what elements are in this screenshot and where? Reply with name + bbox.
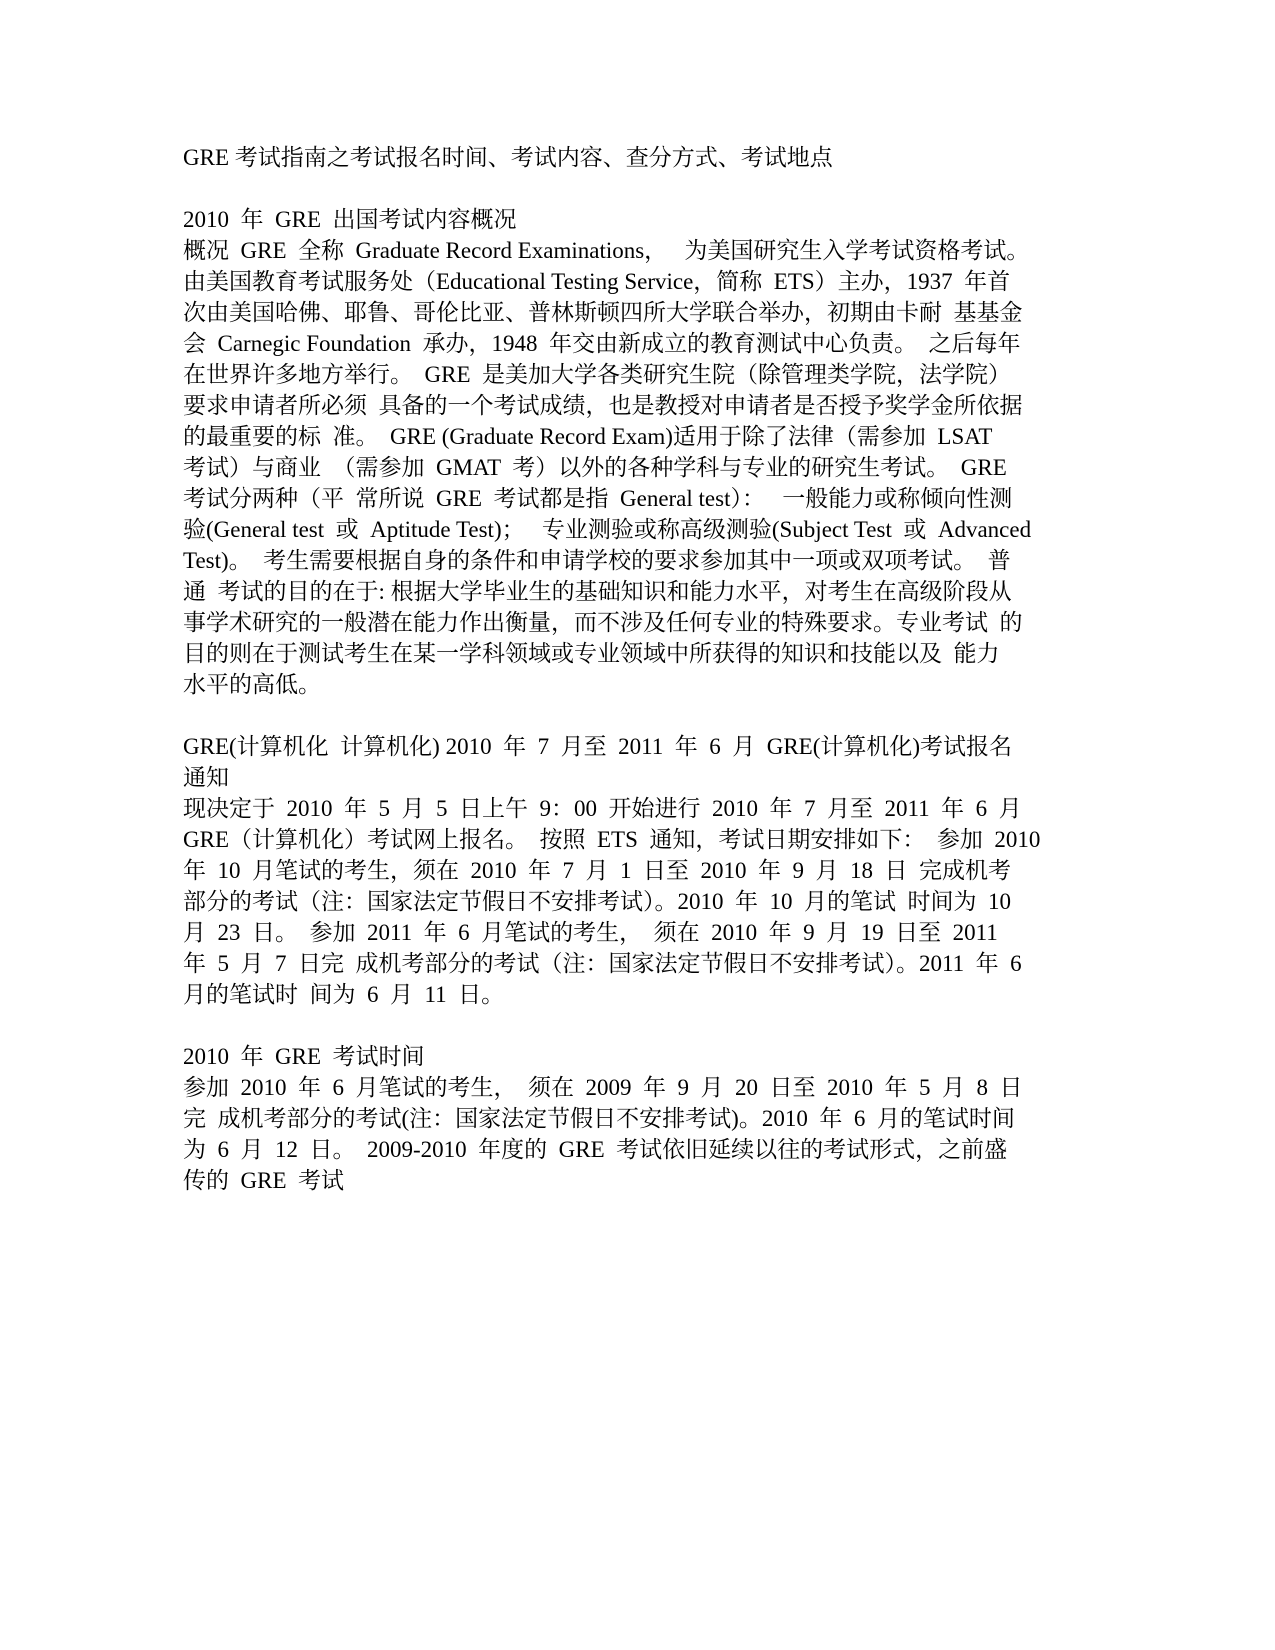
paragraph-line: 部分的考试（注：国家法定节假日不安排考试）。2010 年 10 月的笔试 时间为 10: [183, 889, 1011, 914]
paragraph-line: 月 23 日。 参加 2011 年 6 月笔试的考生， 须在 2010 年 9 月 19 日至 2011: [183, 920, 998, 945]
document-title: GRE 考试指南之考试报名时间、考试内容、查分方式、考试地点: [183, 145, 833, 170]
section-heading: 2010 年 GRE 出国考试内容概况: [183, 207, 517, 232]
paragraph-line: 完 成机考部分的考试(注：国家法定节假日不安排考试)。2010 年 6 月的笔试时间: [183, 1106, 1015, 1131]
paragraph-line: 年 10 月笔试的考生，须在 2010 年 7 月 1 日至 2010 年 9 月 18 日 完成机考: [183, 858, 1011, 883]
paragraph-line: 现决定于 2010 年 5 月 5 日上午 9：00 开始进行 2010 年 7 月至 2011 年 6 月: [183, 796, 1022, 821]
paragraph-line: Test)。 考生需要根据自身的条件和申请学校的要求参加其中一项或双项考试。 普: [183, 548, 1011, 573]
paragraph-line: 次由美国哈佛、耶鲁、哥伦比亚、普林斯顿四所大学联合举办，初期由卡耐 基基金: [183, 300, 1023, 325]
paragraph-line: 考试分两种（平 常所说 GRE 考试都是指 General test）： 一般能力或称倾向性测: [183, 486, 1013, 511]
paragraph-line: 目的则在于测试考生在某一学科领域或专业领域中所获得的知识和技能以及 能力: [183, 641, 1000, 666]
paragraph-line: 通 考试的目的在于: 根据大学毕业生的基础知识和能力水平，对考生在高级阶段从: [183, 579, 1012, 604]
paragraph-line: 水平的高低。: [183, 672, 321, 697]
paragraph-line: 考试）与商业 （需参加 GMAT 考）以外的各种学科与专业的研究生考试。 GRE: [183, 455, 1007, 480]
paragraph-line: 要求申请者所必须 具备的一个考试成绩，也是教授对申请者是否授予奖学金所依据: [183, 393, 1023, 418]
section-exam-time: [183, 1041, 1083, 1196]
paragraph-line: 为 6 月 12 日。 2009-2010 年度的 GRE 考试依旧延续以往的考试形式，之前盛: [183, 1137, 1008, 1162]
document-body: [183, 142, 1083, 1227]
paragraph-line: 参加 2010 年 6 月笔试的考生， 须在 2009 年 9 月 20 日至 2010 年 5 月 8 日: [183, 1075, 1023, 1100]
paragraph-line: 验(General test 或 Aptitude Test)； 专业测验或称高级测验(Subject Test 或 Advanced: [183, 517, 1032, 542]
paragraph-line: 年 5 月 7 日完 成机考部分的考试（注：国家法定节假日不安排考试）。2011 年 6: [183, 951, 1022, 976]
section-registration-notice: [183, 731, 1083, 1010]
section-exam-overview: [183, 204, 1083, 700]
section-heading: GRE(计算机化 计算机化) 2010 年 7 月至 2011 年 6 月 GRE(计算机化)考试报名: [183, 734, 1013, 759]
paragraph-line: 在世界许多地方举行。 GRE 是美加大学各类研究生院（除管理类学院，法学院）: [183, 362, 1011, 387]
paragraph-line: 事学术研究的一般潜在能力作出衡量，而不涉及任何专业的特殊要求。专业考试 的: [183, 610, 1023, 635]
section-heading: 2010 年 GRE 考试时间: [183, 1044, 425, 1069]
section-heading-continued: 通知: [183, 765, 229, 790]
paragraph-line: 由美国教育考试服务处（Educational Testing Service，简称 ETS）主办，1937 年首: [183, 269, 1011, 294]
paragraph-line: 传的 GRE 考试: [183, 1168, 344, 1193]
paragraph-line: 的最重要的标 准。 GRE (Graduate Record Exam)适用于除了法律（需参加 LSAT: [183, 424, 993, 449]
paragraph-line: 会 Carnegic Foundation 承办，1948 年交由新成立的教育测试中心负责。 之后每年: [183, 331, 1021, 356]
paragraph-line: GRE（计算机化）考试网上报名。 按照 ETS 通知，考试日期安排如下： 参加 2010: [183, 827, 1041, 852]
paragraph-line: 概况 GRE 全称 Graduate Record Examinations， 为美国研究生入学考试资格考试。: [183, 238, 1030, 263]
paragraph-line: 月的笔试时 间为 6 月 11 日。: [183, 982, 505, 1007]
